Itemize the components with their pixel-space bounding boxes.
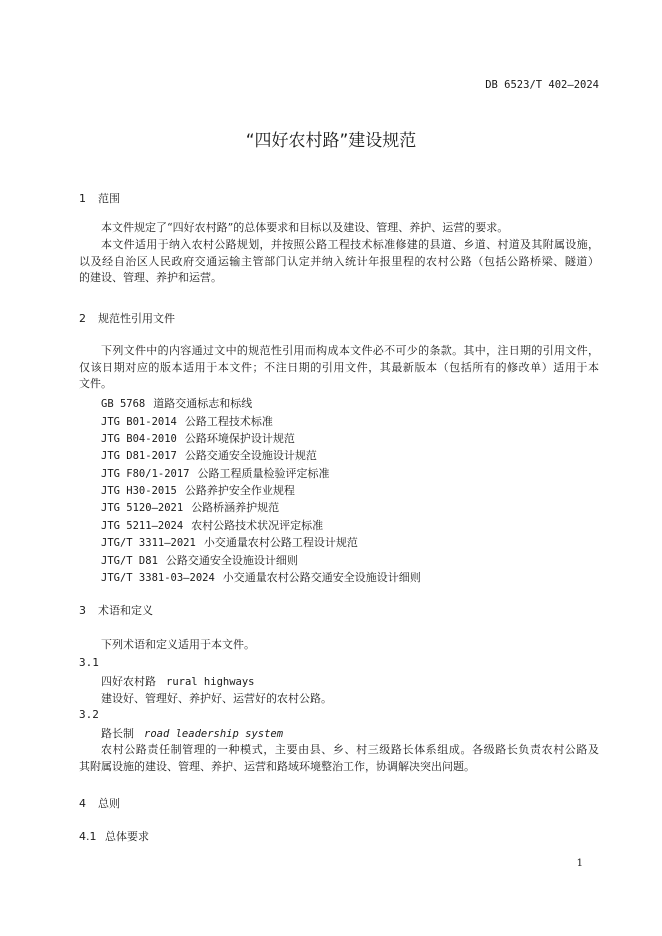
section-3-number: 3 [79,604,86,617]
section-4-heading [79,795,120,811]
term-3-2 [101,725,283,741]
section-1-number: 1 [79,192,86,205]
section-3-heading [79,602,153,618]
section-2-heading [79,310,175,326]
section-1-title: 范围 [98,192,120,205]
section-2-paragraph [79,343,599,393]
section-1-p2-line-1: 本文件适用于纳入农村公路规划，并按照公路工程技术标准修建的县道、乡道、村道及其附属设施， [101,238,599,251]
reference-item: JTG 5120—2021 公路桥涵养护规范 [101,501,280,514]
section-2-p-line-1: 下列文件中的内容通过文中的规范性引用而构成本文件必不可少的条款。其中，注日期的引用文件， [101,344,599,357]
reference-item: JTG H30-2015 公路养护安全作业规程 [101,484,295,497]
reference-item: JTG D81-2017 公路交通安全设施设计规范 [101,449,317,462]
section-2-p-line-3: 文件。 [79,377,112,390]
term-3-2-def-line-1: 农村公路责任制管理的一种模式，主要由县、乡、村三级路长体系组成。各级路长负责农村公路及 [101,743,599,756]
section-2-number: 2 [79,312,86,325]
section-3-title: 术语和定义 [98,604,153,617]
reference-item: JTG/T D81 公路交通安全设施设计细则 [101,554,298,567]
reference-item: JTG 5211—2024 农村公路技术状况评定标准 [101,519,324,532]
term-3-1-definition: 建设好、管理好、养护好、运营好的农村公路。 [101,692,332,705]
section-1-heading [79,190,120,206]
section-1-paragraph-2 [79,237,599,287]
term-3-1-zh: 四好农村路 [101,675,156,688]
section-4-1-number: 4.1 [79,830,97,843]
section-4-1-title: 总体要求 [105,830,149,843]
section-1-p2-line-2: 以及经自治区人民政府交通运输主管部门认定并纳入统计年报里程的农村公路（包括公路桥梁、隧道） [79,254,599,268]
section-2-p-line-2: 仅该日期对应的版本适用于本文件；不注日期的引用文件，其最新版本（包括所有的修改单）适用于本 [79,360,599,374]
reference-item: JTG/T 3381-03—2024 小交通量农村公路交通安全设施设计细则 [101,571,421,584]
page-number: 1 [576,858,583,869]
section-1-p2-line-3: 的建设、管理、养护和运营。 [79,271,222,284]
reference-item: JTG B01-2014 公路工程技术标准 [101,415,273,428]
section-4-1-heading [79,828,149,844]
document-id: DB 6523/T 402—2024 [485,79,599,91]
reference-item: GB 5768 道路交通标志和标线 [101,397,253,410]
term-3-2-def-line-2: 其附属设施的建设、管理、养护、运营和路域环境整治工作，协调解决突出问题。 [79,759,475,773]
term-3-2-number: 3.2 [79,708,99,721]
section-4-title: 总则 [98,797,120,810]
section-1-paragraph-1: 本文件规定了“四好农村路”的总体要求和目标以及建设、管理、养护、运营的要求。 [101,221,509,234]
reference-item: JTG/T 3311—2021 小交通量农村公路工程设计规范 [101,536,358,549]
term-3-1-en: rural highways [166,676,255,688]
section-4-number: 4 [79,797,86,810]
section-3-intro: 下列术语和定义适用于本文件。 [101,638,255,651]
term-3-2-en: road leadership system [144,728,284,740]
term-3-2-zh: 路长制 [101,727,134,740]
term-3-2-definition [79,742,599,775]
term-3-1 [101,673,255,689]
reference-item: JTG B04-2010 公路环境保护设计规范 [101,432,295,445]
term-3-1-number: 3.1 [79,656,99,669]
page-title: “四好农村路”建设规范 [245,131,417,151]
reference-item: JTG F80/1-2017 公路工程质量检验评定标准 [101,467,330,480]
section-2-title: 规范性引用文件 [98,312,175,325]
